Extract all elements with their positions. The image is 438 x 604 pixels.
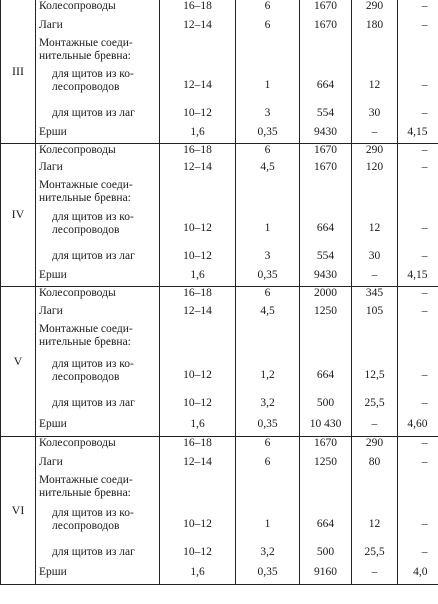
kolesoprovody-count-cell: 290 <box>352 0 398 19</box>
ershi-volume-cell: 9430 <box>300 123 352 143</box>
shchity-lag-volume-cell: 554 <box>300 103 352 123</box>
row-name <box>36 179 160 211</box>
shchity-lag-length-cell: 3,2 <box>236 393 300 413</box>
row-name: Лаги <box>36 305 160 323</box>
kolesoprovody-count-cell: 345 <box>352 286 398 305</box>
lagi-diameter-cell: 12–14 <box>160 19 236 37</box>
row-name-line: нительные бревна: <box>39 192 131 204</box>
shchity-kol-volume-cell: 664 <box>300 211 352 246</box>
ershi-length-cell: 0,35 <box>236 266 300 286</box>
row-name: Колесопроводы <box>36 286 160 305</box>
shchity-lag-weight-cell: – <box>421 396 428 409</box>
table-row <box>1 246 438 266</box>
row-name-line: Монтажные соеди- <box>39 179 133 191</box>
kolesoprovody-diameter-cell: 16–18 <box>160 0 236 19</box>
kolesoprovody-diameter-cell: 16–18 <box>160 436 236 456</box>
lagi-length-cell: 6 <box>236 19 300 37</box>
table-body <box>1 0 438 584</box>
kolesoprovody-weight-cell: – <box>398 286 438 305</box>
table-row <box>1 474 438 507</box>
shchity-kol-length-cell: 1 <box>236 507 300 542</box>
shchity-kol-count-cell: 12 <box>352 211 398 246</box>
ershi-diameter-cell: 1,6 <box>160 413 236 436</box>
kolesoprovody-volume-cell: 2000 <box>300 286 352 305</box>
kolesoprovody-count-cell: 290 <box>352 436 398 456</box>
kolesoprovody-diameter-cell: 16–18 <box>160 286 236 305</box>
row-name <box>36 211 160 246</box>
group-label: IV <box>1 143 36 286</box>
row-name <box>36 474 160 507</box>
shchity-lag-length-cell: 3 <box>236 246 300 266</box>
shchity-kol-volume-cell: 664 <box>300 358 352 393</box>
shchity-kol-count-cell: 12,5 <box>352 358 398 393</box>
kolesoprovody-volume-cell: 1670 <box>300 0 352 19</box>
ershi-volume-cell: 10 430 <box>300 413 352 436</box>
kolesoprovody-count-cell: 290 <box>352 143 398 161</box>
shchity-kol-weight-cell: – <box>421 222 428 234</box>
shchity-lag-count-cell: 25,5 <box>352 542 398 562</box>
table-row <box>1 143 438 161</box>
table-row <box>1 413 438 436</box>
table-row <box>1 37 438 68</box>
row-name <box>36 323 160 358</box>
ershi-length-cell: 0,35 <box>236 123 300 143</box>
shchity-lag-diameter-cell: 10–12 <box>160 542 236 562</box>
row-name: Лаги <box>36 19 160 37</box>
shchity-lag-diameter-cell: 10–12 <box>160 246 236 266</box>
shchity-lag-diameter-cell: 10–12 <box>160 393 236 413</box>
shchity-kol-diameter-cell: 10–12 <box>160 507 236 542</box>
row-name: Колесопроводы <box>36 436 160 456</box>
shchity-lag-volume-cell: 500 <box>300 393 352 413</box>
row-name: Лаги <box>36 161 160 179</box>
kolesoprovody-weight-cell: – <box>398 436 438 456</box>
row-name-line: для щитов из ко- <box>52 211 134 223</box>
ershi-count-cell: – <box>352 413 398 436</box>
shchity-lag-length-cell: 3 <box>236 103 300 123</box>
row-name-line: для щитов из ко- <box>52 68 134 80</box>
kolesoprovody-length-cell: 6 <box>236 436 300 456</box>
ershi-weight-cell: 4,15 <box>398 123 438 143</box>
kolesoprovody-diameter-cell: 16–18 <box>160 143 236 161</box>
table-row <box>1 436 438 456</box>
shchity-lag-weight-cell: – <box>421 106 428 119</box>
ershi-length-cell: 0,35 <box>236 562 300 584</box>
lagi-volume-cell: 1250 <box>300 305 352 323</box>
row-name: Колесопроводы <box>36 143 160 161</box>
shchity-lag-weight-cell: – <box>421 249 428 262</box>
ershi-volume-cell: 9160 <box>300 562 352 584</box>
table-row <box>1 323 438 358</box>
table-row <box>1 179 438 211</box>
row-name: Лаги <box>36 456 160 474</box>
shchity-kol-length-cell: 1 <box>236 211 300 246</box>
shchity-kol-diameter-cell: 10–12 <box>160 211 236 246</box>
shchity-lag-count-cell: 30 <box>352 246 398 266</box>
row-name: для щитов из лаг <box>36 393 160 413</box>
ershi-weight-cell: 4,15 <box>398 266 438 286</box>
row-name-line: лесопроводов <box>52 520 120 532</box>
shchity-kol-weight-cell: – <box>421 79 428 91</box>
table-row <box>1 19 438 37</box>
group-label: III <box>1 0 36 143</box>
shchity-lag-count-cell: 30 <box>352 103 398 123</box>
table-row <box>1 0 438 19</box>
table-row <box>1 542 438 562</box>
kolesoprovody-length-cell: 6 <box>236 286 300 305</box>
lagi-volume-cell: 1670 <box>300 19 352 37</box>
table-row <box>1 68 438 103</box>
table-row <box>1 103 438 123</box>
shchity-kol-length-cell: 1,2 <box>236 358 300 393</box>
shchity-kol-volume-cell: 664 <box>300 68 352 103</box>
shchity-kol-count-cell: 12 <box>352 68 398 103</box>
shchity-lag-volume-cell: 554 <box>300 246 352 266</box>
kolesoprovody-volume-cell: 1670 <box>300 436 352 456</box>
lagi-count-cell: 180 <box>352 19 398 37</box>
ershi-count-cell: – <box>352 562 398 584</box>
table-row <box>1 507 438 542</box>
row-name: Ерши <box>36 266 160 286</box>
lagi-weight-cell: – <box>421 19 428 31</box>
group-label: V <box>1 286 36 436</box>
kolesoprovody-volume-cell: 1670 <box>300 143 352 161</box>
row-name-line: нительные бревна: <box>39 336 131 348</box>
lagi-count-cell: 120 <box>352 161 398 179</box>
row-name-line: лесопроводов <box>52 81 120 93</box>
kolesoprovody-length-cell: 6 <box>236 0 300 19</box>
lagi-weight-cell: – <box>421 161 428 173</box>
shchity-lag-volume-cell: 500 <box>300 542 352 562</box>
lagi-diameter-cell: 12–14 <box>160 456 236 474</box>
row-name: для щитов из лаг <box>36 542 160 562</box>
table-row <box>1 161 438 179</box>
lagi-count-cell: 105 <box>352 305 398 323</box>
shchity-kol-volume-cell: 664 <box>300 507 352 542</box>
row-name: Ерши <box>36 413 160 436</box>
table-row <box>1 562 438 584</box>
ershi-weight-cell: 4,60 <box>398 413 438 436</box>
ershi-volume-cell: 9430 <box>300 266 352 286</box>
row-name: для щитов из лаг <box>36 103 160 123</box>
shchity-kol-length-cell: 1 <box>236 68 300 103</box>
kolesoprovody-weight-cell: – <box>398 143 438 161</box>
shchity-kol-weight-cell: – <box>421 518 428 530</box>
table-row <box>1 393 438 413</box>
lagi-length-cell: 4,5 <box>236 161 300 179</box>
shchity-kol-weight-cell: – <box>421 369 428 381</box>
ershi-weight-cell: 4,0 <box>398 562 438 584</box>
group-label: VI <box>1 436 36 584</box>
ershi-diameter-cell: 1,6 <box>160 562 236 584</box>
shchity-kol-count-cell: 12 <box>352 507 398 542</box>
lagi-length-cell: 4,5 <box>236 305 300 323</box>
lagi-length-cell: 6 <box>236 456 300 474</box>
row-name: Колесопроводы <box>36 0 160 19</box>
row-name: для щитов из лаг <box>36 246 160 266</box>
table-row <box>1 358 438 393</box>
ershi-count-cell: – <box>352 123 398 143</box>
ershi-diameter-cell: 1,6 <box>160 266 236 286</box>
row-name-line: для щитов из ко- <box>52 507 134 519</box>
row-name-line: нительные бревна: <box>39 487 131 499</box>
row-name-line: нительные бревна: <box>39 50 131 62</box>
ershi-count-cell: – <box>352 266 398 286</box>
shchity-kol-diameter-cell: 10–12 <box>160 358 236 393</box>
row-name-line: лесопроводов <box>52 224 120 236</box>
kolesoprovody-weight-cell: – <box>421 0 428 12</box>
ershi-length-cell: 0,35 <box>236 413 300 436</box>
row-name-line: Монтажные соеди- <box>39 474 133 486</box>
lagi-diameter-cell: 12–14 <box>160 161 236 179</box>
row-name-line: для щитов из ко- <box>52 358 134 370</box>
shchity-kol-diameter-cell: 12–14 <box>160 68 236 103</box>
shchity-lag-count-cell: 25,5 <box>352 393 398 413</box>
lagi-count-cell: 80 <box>352 456 398 474</box>
row-name-line: Монтажные соеди- <box>39 323 133 335</box>
table-row <box>1 456 438 474</box>
table-row <box>1 123 438 143</box>
row-name-line: Монтажные соеди- <box>39 37 133 49</box>
row-name <box>36 358 160 393</box>
lagi-diameter-cell: 12–14 <box>160 305 236 323</box>
table-row <box>1 266 438 286</box>
row-name: Ерши <box>36 562 160 584</box>
row-name: Ерши <box>36 123 160 143</box>
lagi-volume-cell: 1670 <box>300 161 352 179</box>
ershi-diameter-cell: 1,6 <box>160 123 236 143</box>
table-row <box>1 286 438 305</box>
shchity-lag-diameter-cell: 10–12 <box>160 103 236 123</box>
table-row <box>1 211 438 246</box>
row-name <box>36 37 160 68</box>
shchity-lag-length-cell: 3,2 <box>236 542 300 562</box>
table-row <box>1 305 438 323</box>
shchity-lag-weight-cell: – <box>421 545 428 558</box>
lagi-weight-cell: – <box>421 305 428 317</box>
lagi-weight-cell: – <box>421 456 428 468</box>
row-name <box>36 68 160 103</box>
lagi-volume-cell: 1250 <box>300 456 352 474</box>
kolesoprovody-length-cell: 6 <box>236 143 300 161</box>
row-name <box>36 507 160 542</box>
row-name-line: лесопроводов <box>52 371 120 383</box>
